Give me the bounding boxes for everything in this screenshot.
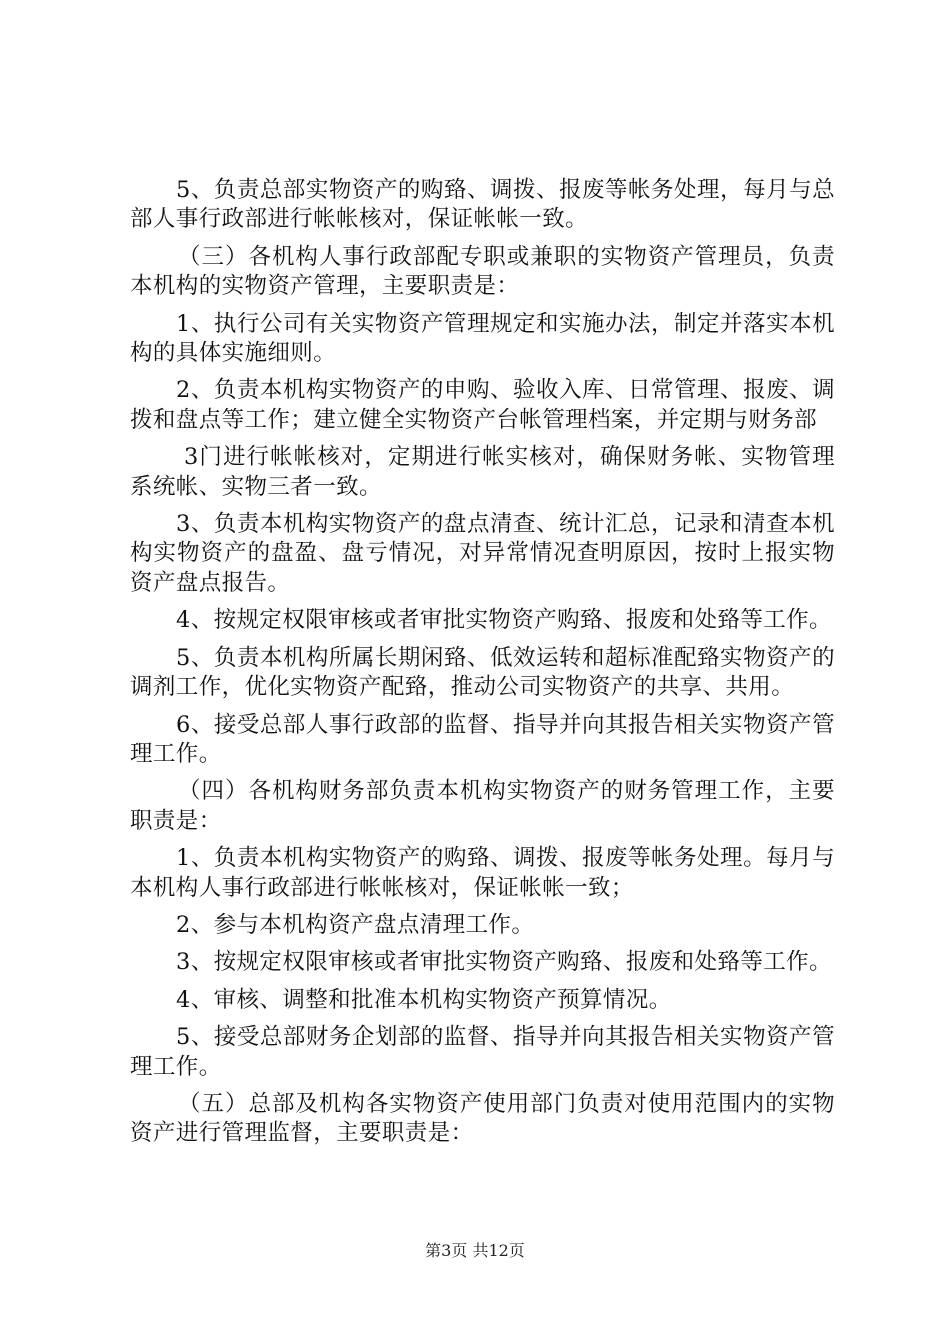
paragraph: 5、接受总部财务企划部的监督、指导并向其报告相关实物资产管理工作。 (130, 1024, 835, 1080)
paragraph: （四）各机构财务部负责本机构实物资产的财务管理工作，主要职责是： (130, 778, 835, 834)
paragraph: 3门进行帐帐核对，定期进行帐实核对，确保财务帐、实物管理系统帐、实物三者一致。 (130, 444, 835, 500)
paragraph: （三）各机构人事行政部配专职或兼职的实物资产管理员，负责本机构的实物资产管理，主要职责是： (130, 243, 835, 300)
paragraph: 4、审核、调整和批准本机构实物资产预算情况。 (176, 986, 672, 1013)
paragraph: 1、负责本机构实物资产的购臵、调拨、报废等帐务处理。每月与本机构人事行政部进行帐帐核对，保证帐帐一致； (130, 845, 835, 901)
paragraph: 3、按规定权限审核或者审批实物资产购臵、报废和处臵等工作。 (176, 949, 832, 976)
paragraph: 2、负责本机构实物资产的申购、验收入库、日常管理、报废、调拨和盘点等工作；建立健全实物资产台帐管理档案，并定期与财务部 (130, 377, 835, 433)
paragraph: 2、参与本机构资产盘点清理工作。 (176, 911, 535, 938)
paragraph: 6、接受总部人事行政部的监督、指导并向其报告相关实物资产管理工作。 (130, 711, 835, 767)
paragraph: 5、负责总部实物资产的购臵、调拨、报废等帐务处理，每月与总部人事行政部进行帐帐核对，保证帐帐一致。 (130, 177, 835, 233)
page-number-footer: 第3页 共12页 (425, 1241, 525, 1260)
paragraph: （五）总部及机构各实物资产使用部门负责对使用范围内的实物资产进行管理监督，主要职责是： (130, 1090, 835, 1147)
paragraph: 3、负责本机构实物资产的盘点清查、统计汇总，记录和清查本机构实物资产的盘盈、盘亏情况，对异常情况查明原因，按时上报实物资产盘点报告。 (130, 511, 835, 596)
paragraph: 5、负责本机构所属长期闲臵、低效运转和超标准配臵实物资产的调剂工作，优化实物资产配臵，推动公司实物资产的共享、共用。 (130, 644, 835, 701)
paragraph: 4、按规定权限审核或者审批实物资产购臵、报废和处臵等工作。 (176, 607, 832, 634)
paragraph: 1、执行公司有关实物资产管理规定和实施办法，制定并落实本机构的具体实施细则。 (130, 310, 835, 367)
document-body (130, 176, 835, 1157)
